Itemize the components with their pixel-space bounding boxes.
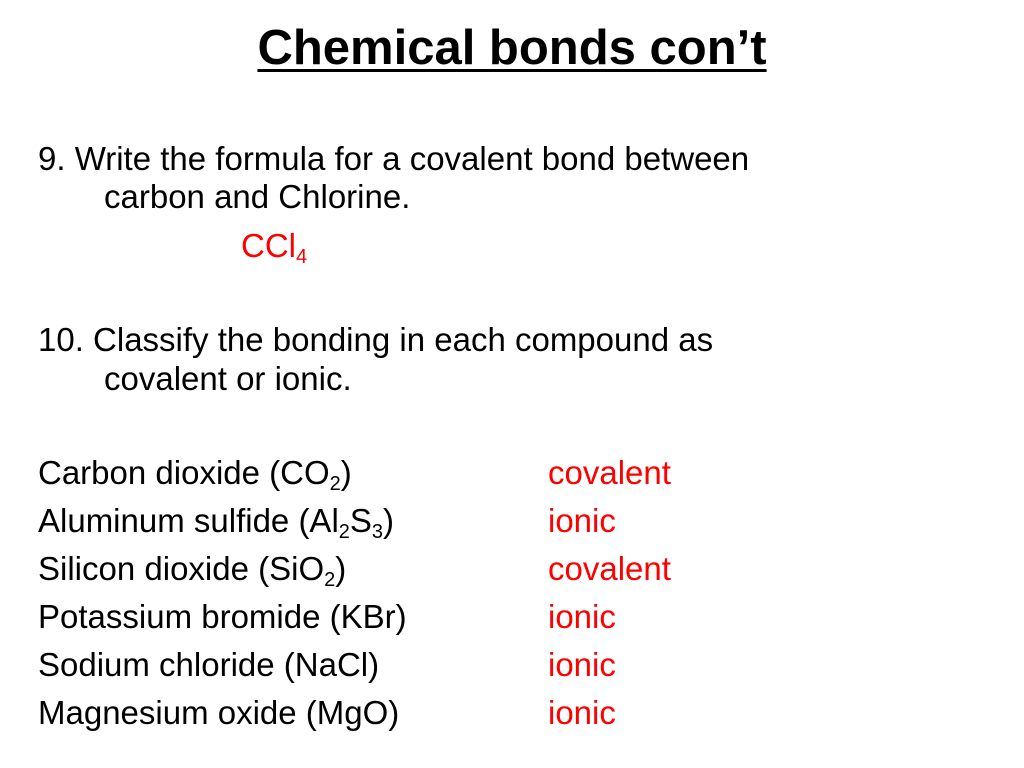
question-9-line-2: carbon and Chlorine. — [104, 178, 411, 215]
compound-name: Sodium chloride (NaCl) — [38, 646, 380, 683]
compound-name: Aluminum sulfide $(Al_2S_3)$ — [38, 502, 395, 543]
compound-answer: ionic — [548, 598, 616, 635]
compound-answer: covalent — [548, 550, 671, 587]
question-9-line-1: 9. Write the formula for a covalent bond between — [38, 140, 750, 177]
compound-name: Magnesium oxide (MgO) — [38, 694, 400, 731]
compound-name: Carbon dioxide $(CO_2)$ — [38, 454, 352, 495]
compound-name: Silicon dioxide (SiO$_2$) — [38, 550, 347, 591]
slide-title: Chemical bonds con’t — [257, 21, 767, 75]
compound-name: Potassium bromide (KBr) — [38, 598, 407, 635]
compound-answer: covalent — [548, 454, 671, 491]
question-10-line-2: covalent or ionic. — [104, 360, 352, 397]
question-9-answer — [241, 226, 307, 266]
compound-answer: ionic — [548, 502, 616, 539]
compound-answer: ionic — [548, 646, 616, 683]
answer-formula-base: CCl — [241, 227, 296, 264]
answer-formula-subscript: 4 — [296, 246, 308, 268]
compound-answer: ionic — [548, 694, 616, 731]
question-10-line-1: 10. Classify the bonding in each compound as — [38, 321, 714, 358]
